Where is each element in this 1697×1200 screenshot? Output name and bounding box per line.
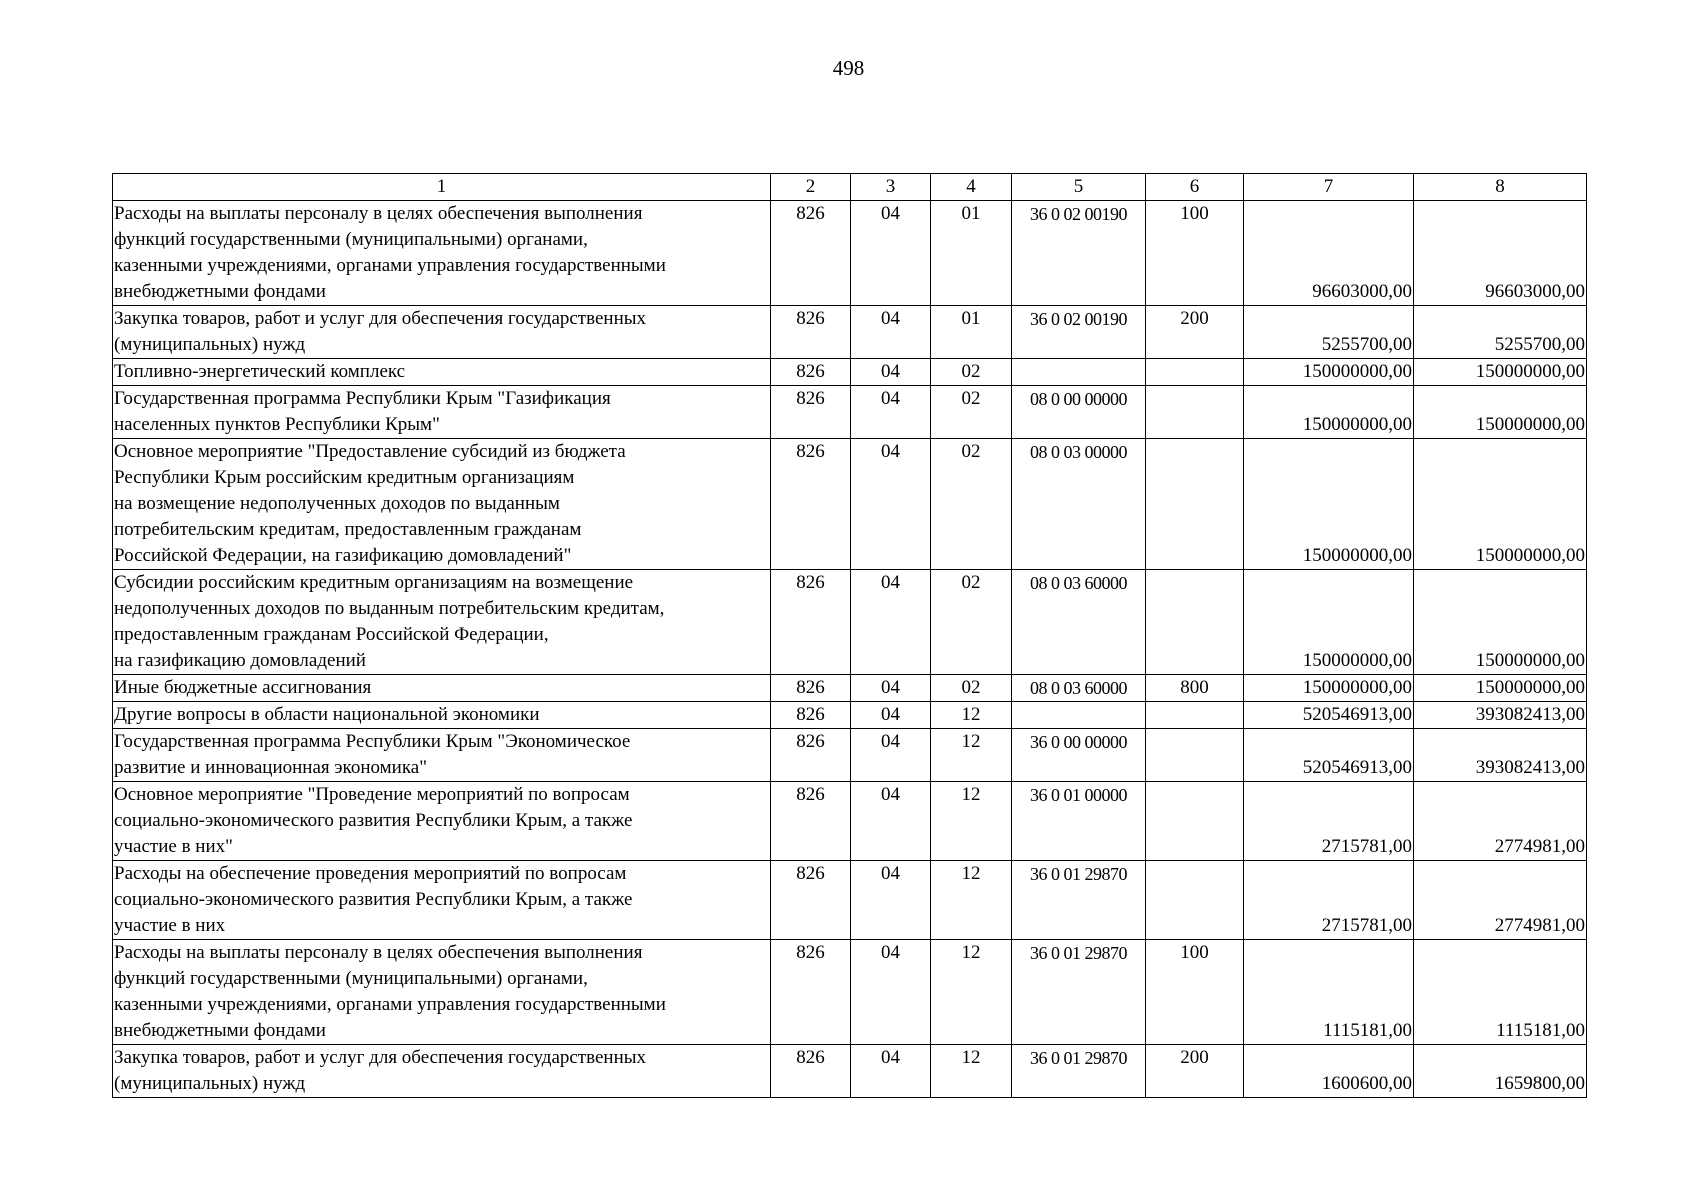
section-code-cell: 04	[851, 782, 931, 861]
amount-col7-cell: 520546913,00	[1244, 729, 1414, 782]
subsection-code-cell: 02	[931, 359, 1012, 386]
header-cell: 5	[1012, 174, 1146, 201]
amount-col7-cell: 520546913,00	[1244, 702, 1414, 729]
header-cell: 8	[1414, 174, 1587, 201]
chapter-code-cell: 826	[771, 359, 851, 386]
section-code-cell: 04	[851, 675, 931, 702]
subsection-code-cell: 12	[931, 782, 1012, 861]
expense-type-cell	[1146, 729, 1244, 782]
table-row	[113, 359, 1587, 386]
amount-col8-cell: 150000000,00	[1414, 675, 1587, 702]
target-article-cell: 08 0 03 60000	[1012, 570, 1146, 675]
subsection-code-cell: 12	[931, 940, 1012, 1045]
subsection-code-cell: 02	[931, 675, 1012, 702]
amount-col8-cell: 96603000,00	[1414, 201, 1587, 306]
target-article-cell: 36 0 01 29870	[1012, 1045, 1146, 1098]
header-cell: 2	[771, 174, 851, 201]
subsection-code-cell: 02	[931, 386, 1012, 439]
amount-col7-cell: 150000000,00	[1244, 386, 1414, 439]
amount-col8-cell: 150000000,00	[1414, 439, 1587, 570]
amount-col7-cell: 150000000,00	[1244, 439, 1414, 570]
target-article-cell: 36 0 02 00190	[1012, 306, 1146, 359]
amount-col8-cell: 393082413,00	[1414, 702, 1587, 729]
header-cell: 1	[113, 174, 771, 201]
row-name-cell: Государственная программа Республики Крым "Газификация населенных пунктов Республики Крым"	[113, 386, 771, 439]
row-name-cell: Основное мероприятие "Предоставление субсидий из бюджета Республики Крым российским кредитным организациям на возмещение недополученных доходов по выданным потребительским кредитам, предоставленным гражданам Российской Федерации, на газификацию домовладений"	[113, 439, 771, 570]
subsection-code-cell: 12	[931, 702, 1012, 729]
table-row	[113, 940, 1587, 1045]
amount-col8-cell: 2774981,00	[1414, 861, 1587, 940]
amount-col8-cell: 1659800,00	[1414, 1045, 1587, 1098]
header-cell: 4	[931, 174, 1012, 201]
expense-type-cell	[1146, 439, 1244, 570]
section-code-cell: 04	[851, 702, 931, 729]
chapter-code-cell: 826	[771, 782, 851, 861]
expense-type-cell: 100	[1146, 201, 1244, 306]
subsection-code-cell: 12	[931, 861, 1012, 940]
target-article-cell	[1012, 702, 1146, 729]
amount-col8-cell: 1115181,00	[1414, 940, 1587, 1045]
row-name-cell: Государственная программа Республики Крым "Экономическое развитие и инновационная экономика"	[113, 729, 771, 782]
budget-table	[112, 173, 1587, 1098]
section-code-cell: 04	[851, 201, 931, 306]
chapter-code-cell: 826	[771, 861, 851, 940]
expense-type-cell	[1146, 782, 1244, 861]
amount-col8-cell: 5255700,00	[1414, 306, 1587, 359]
amount-col8-cell: 2774981,00	[1414, 782, 1587, 861]
expense-type-cell: 200	[1146, 306, 1244, 359]
row-name-cell: Расходы на выплаты персоналу в целях обеспечения выполнения функций государственными (муниципальными) органами, казенными учреждениями, органами управления государственными внебюджетными фондами	[113, 201, 771, 306]
expense-type-cell	[1146, 359, 1244, 386]
chapter-code-cell: 826	[771, 306, 851, 359]
table-row	[113, 675, 1587, 702]
expense-type-cell: 200	[1146, 1045, 1244, 1098]
row-name-cell: Основное мероприятие "Проведение мероприятий по вопросам социально-экономического развития Республики Крым, а также участие в них"	[113, 782, 771, 861]
expense-type-cell	[1146, 386, 1244, 439]
amount-col7-cell: 2715781,00	[1244, 782, 1414, 861]
table-row	[113, 386, 1587, 439]
target-article-cell: 36 0 02 00190	[1012, 201, 1146, 306]
amount-col7-cell: 96603000,00	[1244, 201, 1414, 306]
chapter-code-cell: 826	[771, 702, 851, 729]
chapter-code-cell: 826	[771, 570, 851, 675]
amount-col8-cell: 150000000,00	[1414, 386, 1587, 439]
amount-col7-cell: 1600600,00	[1244, 1045, 1414, 1098]
header-cell: 6	[1146, 174, 1244, 201]
target-article-cell: 36 0 01 29870	[1012, 861, 1146, 940]
target-article-cell: 36 0 00 00000	[1012, 729, 1146, 782]
target-article-cell: 08 0 03 60000	[1012, 675, 1146, 702]
amount-col7-cell: 1115181,00	[1244, 940, 1414, 1045]
subsection-code-cell: 02	[931, 439, 1012, 570]
section-code-cell: 04	[851, 306, 931, 359]
chapter-code-cell: 826	[771, 675, 851, 702]
subsection-code-cell: 02	[931, 570, 1012, 675]
table-row	[113, 1045, 1587, 1098]
expense-type-cell: 100	[1146, 940, 1244, 1045]
section-code-cell: 04	[851, 940, 931, 1045]
table-row	[113, 306, 1587, 359]
section-code-cell: 04	[851, 359, 931, 386]
amount-col7-cell: 150000000,00	[1244, 570, 1414, 675]
target-article-cell: 36 0 01 29870	[1012, 940, 1146, 1045]
target-article-cell: 08 0 03 00000	[1012, 439, 1146, 570]
chapter-code-cell: 826	[771, 1045, 851, 1098]
table-row	[113, 439, 1587, 570]
section-code-cell: 04	[851, 1045, 931, 1098]
amount-col7-cell: 5255700,00	[1244, 306, 1414, 359]
chapter-code-cell: 826	[771, 940, 851, 1045]
subsection-code-cell: 12	[931, 1045, 1012, 1098]
table-row	[113, 702, 1587, 729]
expense-type-cell	[1146, 570, 1244, 675]
header-cell: 7	[1244, 174, 1414, 201]
row-name-cell: Закупка товаров, работ и услуг для обеспечения государственных (муниципальных) нужд	[113, 306, 771, 359]
subsection-code-cell: 12	[931, 729, 1012, 782]
target-article-cell: 36 0 01 00000	[1012, 782, 1146, 861]
section-code-cell: 04	[851, 861, 931, 940]
section-code-cell: 04	[851, 570, 931, 675]
section-code-cell: 04	[851, 439, 931, 570]
table-row	[113, 570, 1587, 675]
subsection-code-cell: 01	[931, 201, 1012, 306]
table-row	[113, 782, 1587, 861]
chapter-code-cell: 826	[771, 201, 851, 306]
amount-col7-cell: 2715781,00	[1244, 861, 1414, 940]
amount-col7-cell: 150000000,00	[1244, 675, 1414, 702]
row-name-cell: Другие вопросы в области национальной экономики	[113, 702, 771, 729]
header-cell: 3	[851, 174, 931, 201]
row-name-cell: Расходы на выплаты персоналу в целях обеспечения выполнения функций государственными (муниципальными) органами, казенными учреждениями, органами управления государственными внебюджетными фондами	[113, 940, 771, 1045]
chapter-code-cell: 826	[771, 386, 851, 439]
row-name-cell: Закупка товаров, работ и услуг для обеспечения государственных (муниципальных) нужд	[113, 1045, 771, 1098]
page-number: 498	[832, 56, 865, 80]
table-row	[113, 729, 1587, 782]
target-article-cell	[1012, 359, 1146, 386]
chapter-code-cell: 826	[771, 729, 851, 782]
row-name-cell: Субсидии российским кредитным организациям на возмещение недополученных доходов по выданным потребительским кредитам, предоставленным гражданам Российской Федерации, на газификацию домовладений	[113, 570, 771, 675]
expense-type-cell	[1146, 861, 1244, 940]
chapter-code-cell: 826	[771, 439, 851, 570]
amount-col8-cell: 150000000,00	[1414, 359, 1587, 386]
table-row	[113, 861, 1587, 940]
row-name-cell: Топливно-энергетический комплекс	[113, 359, 771, 386]
header-row	[113, 174, 1587, 201]
amount-col7-cell: 150000000,00	[1244, 359, 1414, 386]
target-article-cell: 08 0 00 00000	[1012, 386, 1146, 439]
amount-col8-cell: 393082413,00	[1414, 729, 1587, 782]
subsection-code-cell: 01	[931, 306, 1012, 359]
expense-type-cell	[1146, 702, 1244, 729]
table-row	[113, 201, 1587, 306]
section-code-cell: 04	[851, 729, 931, 782]
expense-type-cell: 800	[1146, 675, 1244, 702]
section-code-cell: 04	[851, 386, 931, 439]
amount-col8-cell: 150000000,00	[1414, 570, 1587, 675]
row-name-cell: Расходы на обеспечение проведения мероприятий по вопросам социально-экономического развития Республики Крым, а также участие в них	[113, 861, 771, 940]
row-name-cell: Иные бюджетные ассигнования	[113, 675, 771, 702]
